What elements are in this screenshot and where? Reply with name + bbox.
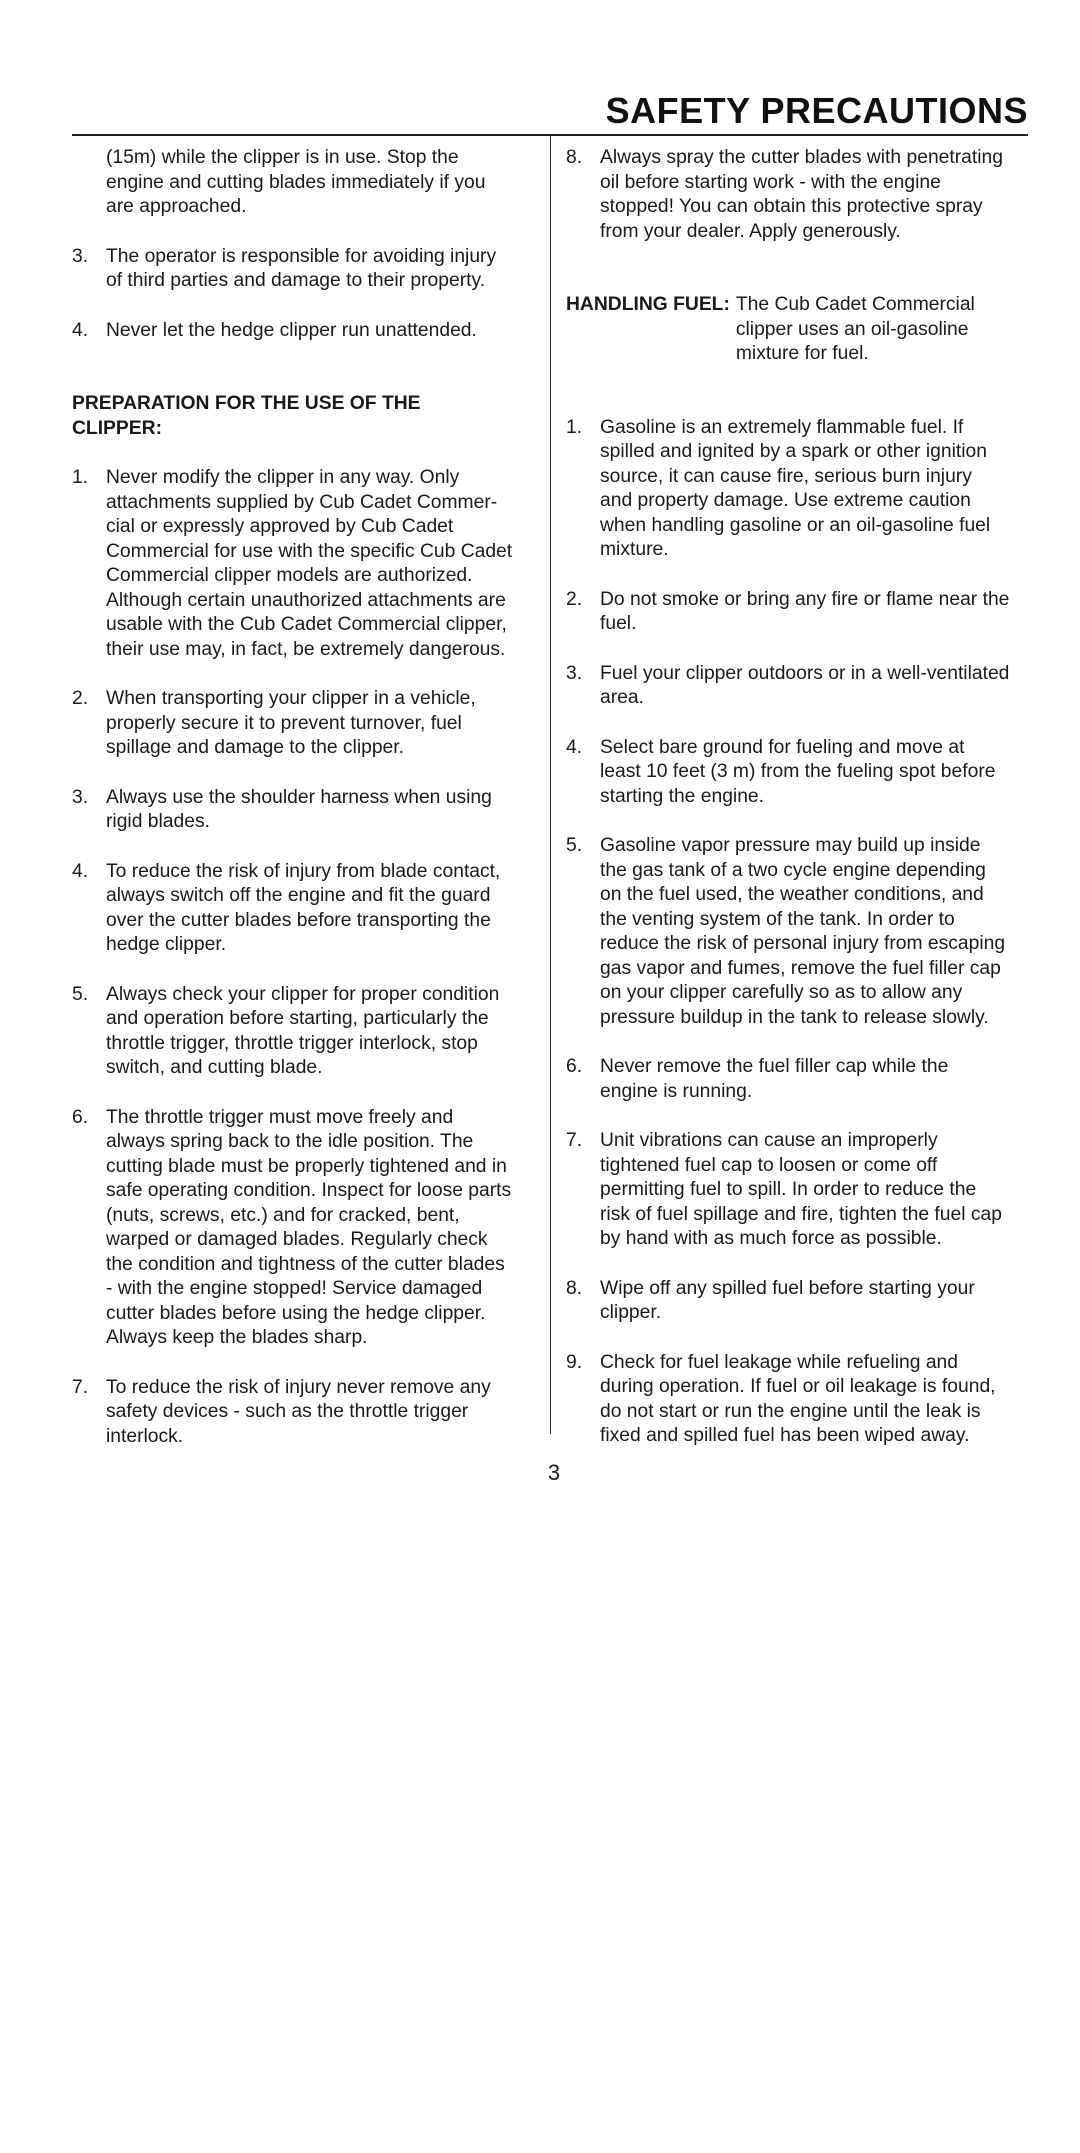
list-item xyxy=(566,736,1026,810)
item-text: Unit vibrations can cause an improperly tightened fuel cap to loosen or come off permitting fuel to spill. In order to reduce the risk of fuel spillage and fire, tighten the fuel cap by hand with as much force as possible. xyxy=(600,1130,1002,1249)
item-number: 4. xyxy=(72,860,89,882)
item-text: Never let the hedge clipper run unattended. xyxy=(106,319,477,341)
list-item xyxy=(566,1351,1026,1449)
list-item xyxy=(72,786,532,835)
item-number: 2. xyxy=(72,688,89,709)
item-text: To reduce the risk of injury never remove any safety devices - such as the throttle trigger interlock. xyxy=(106,1376,491,1447)
item-text: Gasoline is an extremely flammable fuel. If spilled and ignited by a spark or other ignition source, it can cause fire, serious burn injury and property damage. Use extreme caution when handling gasoline or an oil-gasoline fuel mixture. xyxy=(600,416,991,560)
item-number: 4. xyxy=(566,736,583,758)
list-item xyxy=(566,834,1026,1030)
item-number: 5. xyxy=(566,835,583,856)
list-item xyxy=(566,1055,1026,1104)
page-number: 3 xyxy=(547,1460,561,1485)
column-divider xyxy=(550,136,551,1434)
item-text: Do not smoke or bring any fire or flame near the fuel. xyxy=(600,588,1010,634)
item-text: Fuel your clipper outdoors or in a well-ventilated area. xyxy=(600,662,1010,708)
list-item xyxy=(566,1129,1026,1252)
list-item xyxy=(72,319,532,344)
list-item xyxy=(566,1277,1026,1326)
right-column xyxy=(566,146,1026,1449)
list-item xyxy=(72,1376,532,1450)
item-text: Select bare ground for fueling and move at least 10 feet (3 m) from the fueling spot before starting the engine. xyxy=(600,736,996,807)
item-text: Check for fuel leakage while refueling and during operation. If fuel or oil leakage is found, do not start or run the engine until the leak is fixed and spilled fuel has been wiped away. xyxy=(600,1351,996,1446)
item-number: 3. xyxy=(566,662,583,684)
item-text: The operator is responsible for avoiding injury of third parties and damage to their property. xyxy=(106,245,497,291)
item-number: 1. xyxy=(72,467,89,488)
list-item xyxy=(72,245,532,294)
left-column xyxy=(72,146,532,1449)
list-item xyxy=(72,983,532,1081)
item-text: Never remove the fuel filler cap while the engine is running. xyxy=(600,1056,949,1102)
item-number: 5. xyxy=(72,983,89,1005)
item-number: 8. xyxy=(566,1277,583,1299)
item-number: 1. xyxy=(566,416,583,438)
item-number: 3. xyxy=(72,786,89,808)
item-number: 8. xyxy=(566,147,583,168)
list-item xyxy=(72,1106,532,1351)
item-number: 6. xyxy=(72,1106,89,1128)
item-text: Gasoline vapor pressure may build up inside the gas tank of a two cycle engine depending on the fuel used, the weather conditions, and the venting system of the tank. In order to reduce the risk of personal injury from escaping gas vapor and fumes, remove the fuel filler cap on your clipper carefully so as to allow any pressure buildup in the tank to release slowly. xyxy=(600,835,1006,1028)
item-number: 2. xyxy=(566,588,583,610)
item-number: 7. xyxy=(72,1376,89,1398)
list-item xyxy=(566,416,1026,563)
handling-fuel-text: The Cub Cadet Commercial clipper uses an oil-gasoline mixture for fuel. xyxy=(735,294,975,364)
list-item xyxy=(566,588,1026,637)
item-text: Never modify the clipper in any way. Only attachments supplied by Cub Cadet Commer- cial or expressly approved by Cub Cadet Commercial for use with the specific Cub Cadet Commercial clipper models are authorized. Although certain unauthorized attachments are usable with the Cub Cadet Commercial clipper, their use may, in fact, be extremely dangerous. xyxy=(106,467,513,660)
section-heading-handling-fuel: HANDLING FUEL: xyxy=(566,294,730,315)
list-item xyxy=(72,687,532,761)
section-heading-preparation: PREPARATION FOR THE USE OF THE CLIPPER: xyxy=(72,393,421,439)
item-text: Always use the shoulder harness when using rigid blades. xyxy=(106,786,492,832)
item-number: 4. xyxy=(72,319,89,341)
list-item xyxy=(566,662,1026,711)
item-number: 3. xyxy=(72,245,89,267)
list-item xyxy=(72,860,532,958)
item-text: To reduce the risk of injury from blade contact, always switch off the engine and fit the guard over the cutter blades before transporting the hedge clipper. xyxy=(106,860,501,955)
item-text: Wipe off any spilled fuel before starting your clipper. xyxy=(600,1277,975,1323)
item-text: The throttle trigger must move freely and always spring back to the idle position. The cutting blade must be properly tightened and in safe operating condition. Inspect for loose parts (nuts, screws, etc.) and for cracked, bent, warped or damaged blades. Regularly check the condition and tightness of the cutter blades - with the engine stopped! Service damaged cutter blades before using the hedge clipper. Always keep the blades sharp. xyxy=(106,1106,512,1348)
item-number: 9. xyxy=(566,1351,583,1373)
list-item xyxy=(566,146,1026,244)
item-text: Always check your clipper for proper condition and operation before starting, particularly the throttle trigger, throttle trigger interlock, stop switch, and cutting blade. xyxy=(106,983,500,1078)
page-title: SAFETY PRECAUTIONS xyxy=(605,90,1028,131)
handling-fuel-intro xyxy=(566,293,1026,367)
item-number: 7. xyxy=(566,1130,583,1151)
item-text: Always spray the cutter blades with penetrating oil before starting work - with the engine stopped! You can obtain this protective spray from your dealer. Apply generously. xyxy=(600,147,1003,242)
item-number: 6. xyxy=(566,1056,583,1077)
list-item xyxy=(72,466,532,662)
continuation-paragraph: (15m) while the clipper is in use. Stop the engine and cutting blades immediately if you are approached. xyxy=(106,147,486,217)
item-text: When transporting your clipper in a vehicle, properly secure it to prevent turnover, fuel spillage and damage to the clipper. xyxy=(106,688,476,758)
